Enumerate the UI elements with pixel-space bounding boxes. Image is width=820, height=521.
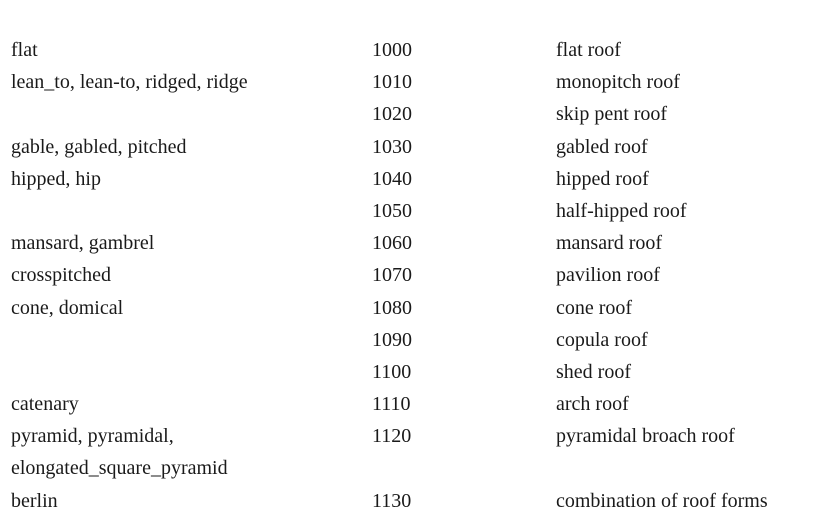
roof-type-cell: arch roof <box>556 393 629 416</box>
table-row <box>0 292 820 324</box>
code-cell: 1120 <box>372 425 412 448</box>
table-row <box>0 356 820 388</box>
roof-type-cell: flat roof <box>556 39 621 61</box>
code-cell: 1050 <box>372 199 412 222</box>
code-cell: 1010 <box>372 71 412 94</box>
table-row <box>0 259 820 291</box>
roof-type-cell: combination of roof forms <box>556 489 768 512</box>
roof-type-cell: monopitch roof <box>556 71 680 94</box>
table-row <box>0 420 820 452</box>
roof-type-cell: hipped roof <box>556 167 649 190</box>
table-row <box>0 163 820 195</box>
code-cell: 1110 <box>372 393 411 416</box>
roof-type-cell: half-hipped roof <box>556 199 687 222</box>
table-row <box>0 452 820 484</box>
roof-type-cell: gabled roof <box>556 135 648 158</box>
table-row <box>0 195 820 227</box>
keywords-cell: lean_to, lean-to, ridged, ridge <box>11 71 248 94</box>
roof-type-cell: pavilion roof <box>556 264 660 287</box>
code-cell: 1090 <box>372 328 412 351</box>
roof-type-mapping-table <box>0 34 820 517</box>
keywords-cell: flat <box>11 39 38 61</box>
code-cell: 1030 <box>372 135 412 158</box>
roof-type-cell: cone roof <box>556 296 633 319</box>
keywords-cell: cone, domical <box>11 296 124 319</box>
roof-type-cell: copula roof <box>556 328 648 351</box>
keywords-cell: berlin <box>11 489 58 512</box>
code-cell: 1070 <box>372 264 412 287</box>
keywords-cell: mansard, gambrel <box>11 232 155 255</box>
code-cell: 1060 <box>372 232 412 255</box>
keywords-cell: catenary <box>11 393 79 416</box>
roof-type-cell: skip pent roof <box>556 103 668 126</box>
table-row <box>0 227 820 259</box>
table-row <box>0 34 820 66</box>
table-row <box>0 98 820 130</box>
keywords-cell: gable, gabled, pitched <box>11 135 187 158</box>
table-row <box>0 324 820 356</box>
code-cell: 1020 <box>372 103 412 126</box>
roof-type-cell: shed roof <box>556 360 631 383</box>
code-cell: 1130 <box>372 489 412 512</box>
keywords-cell: elongated_square_pyramid <box>11 457 228 480</box>
roof-type-cell: pyramidal broach roof <box>556 425 735 448</box>
keywords-cell: hipped, hip <box>11 167 101 190</box>
keywords-cell: pyramid, pyramidal, <box>11 425 174 448</box>
table-row <box>0 66 820 98</box>
table-row <box>0 388 820 420</box>
keywords-cell: crosspitched <box>11 264 111 287</box>
code-cell: 1000 <box>372 39 412 61</box>
code-cell: 1100 <box>372 360 412 383</box>
code-cell: 1080 <box>372 296 412 319</box>
code-cell: 1040 <box>372 167 412 190</box>
table-row <box>0 485 820 517</box>
roof-type-cell: mansard roof <box>556 232 663 255</box>
table-row <box>0 131 820 163</box>
